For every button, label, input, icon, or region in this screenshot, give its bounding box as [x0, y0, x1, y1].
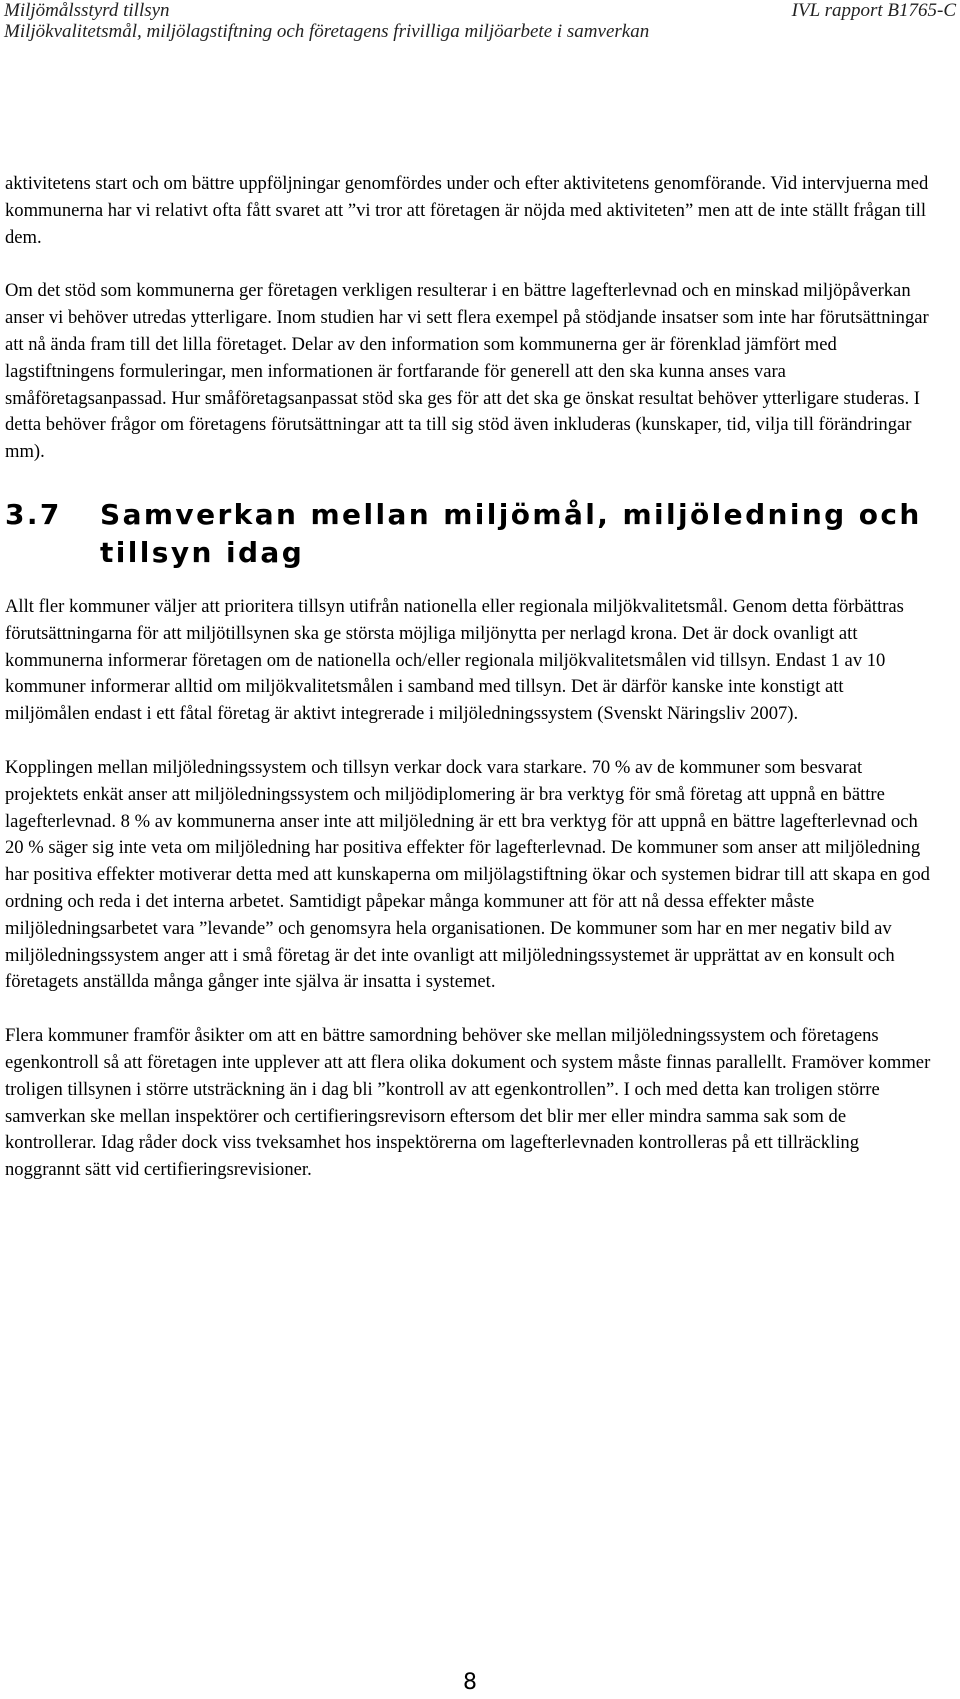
- page-number: 8: [463, 1670, 477, 1695]
- paragraph-2: Om det stöd som kommunerna ger företagen verkligen resulterar i en bättre lagefterlevnad och en minskad miljöpåverkan anser vi behöver utredas ytterligare. Inom studien har vi sett flera exempel på stödjande insatser som inte har förutsättningar att nå ända fram till det lilla företaget. Delar av den information som kommunerna ger är förenklad jämfört med lagstiftningens formuleringar, men informationen är fortfarande för generell att den ska kunna anses vara småföretagsanpassad. Hur småföretagsanpassat stöd ska ges för att det ska ge önskat resultat behöver ytterligare studeras. I detta behöver frågor om företagens förutsättningar att ta till sig stöd även inkluderas (kunskaper, tid, vilja till förändringar mm).: [5, 280, 929, 463]
- section-title: Samverkan mellan miljömål, miljöledning och tillsyn idag: [100, 497, 922, 569]
- report-id: IVL rapport B1765-C: [791, 0, 956, 21]
- paragraph-4: Kopplingen mellan miljöledningssystem och tillsyn verkar dock vara starkare. 70 % av de kommuner som besvarat projektets enkät anser att miljöledningssystem och miljödiplomering är bra verktyg för små företag att uppnå en bättre lagefterlevnad. 8 % av kommunerna anser inte att miljöledning är ett bra verktyg för att uppnå en bättre lagefterlevnad och 20 % säger sig inte veta om miljöledning har positiva effekter för lagefterlevnad. De kommuner som anser att miljöledning har positiva effekter motiverar detta med att kunskaperna om miljölagstiftning ökar och systemen bidrar till att skapa en god ordning och reda i det interna arbetet. Samtidigt påpekar många kommuner att för att nå dessa effekter måste miljöledningsarbetet vara ”levande” och genomsyra hela organisationen. De kommuner som har en mer negativ bild av miljöledningssystem anger att i små företag är det inte ovanligt att miljöledningssystemet är upprättat av en konsult och företagets anställda många gånger inte själva är insatta i systemet.: [5, 756, 930, 993]
- section-heading: [5, 496, 931, 572]
- running-header: [4, 0, 649, 42]
- paragraph-3: Allt fler kommuner väljer att prioritera tillsyn utifrån nationella eller regionala miljökvalitetsmål. Genom detta förbättras förutsättningarna för att miljötillsynen ska ge största möjliga miljönytta per nerlagd krona. Det är dock ovanligt att kommunerna informerar företagen om de nationella och/eller regionala miljökvalitetsmålen vid tillsyn. Endast 1 av 10 kommuner informerar alltid om miljökvalitetsmålen i samband med tillsyn. Det är därför kanske inte konstigt att miljömålen endast i ett fåtal företag är aktivt integrerade i miljöledningssystem (Svenskt Näringsliv 2007).: [5, 595, 904, 725]
- paragraph-5: Flera kommuner framför åsikter om att en bättre samordning behöver ske mellan miljöledningssystem och företagens egenkontroll så att företagen inte upplever att att flera olika dokument och system måste finnas parallellt. Framöver kommer troligen tillsynen i större utsträckning än i dag bli ”kontroll av att egenkontrollen”. I och med detta kan troligen större samverkan ske mellan inspektörer och certifieringsrevisorn eftersom det blir mer eller mindra samma sak som de kontrollerar. Idag råder dock viss tveksamhet hos inspektörerna om lagefterlevnaden kontrolleras på ett tillräckling noggrannt sätt vid certifieringsrevisioner.: [5, 1025, 931, 1181]
- paragraph-1: aktivitetens start och om bättre uppföljningar genomfördes under och efter aktivitetens genomförande. Vid intervjuerna med kommunerna har vi relativt ofta fått svaret att ”vi tror att företagen är nöjda med aktiviteten” men att de inte ställt frågan till dem.: [5, 173, 929, 248]
- header-subtitle: Miljökvalitetsmål, miljölagstiftning och företagens frivilliga miljöarbete i samverkan: [4, 21, 650, 42]
- page-content: [5, 171, 931, 1211]
- header-title: Miljömålsstyrd tillsyn: [4, 0, 170, 21]
- section-number: 3.7: [5, 497, 62, 531]
